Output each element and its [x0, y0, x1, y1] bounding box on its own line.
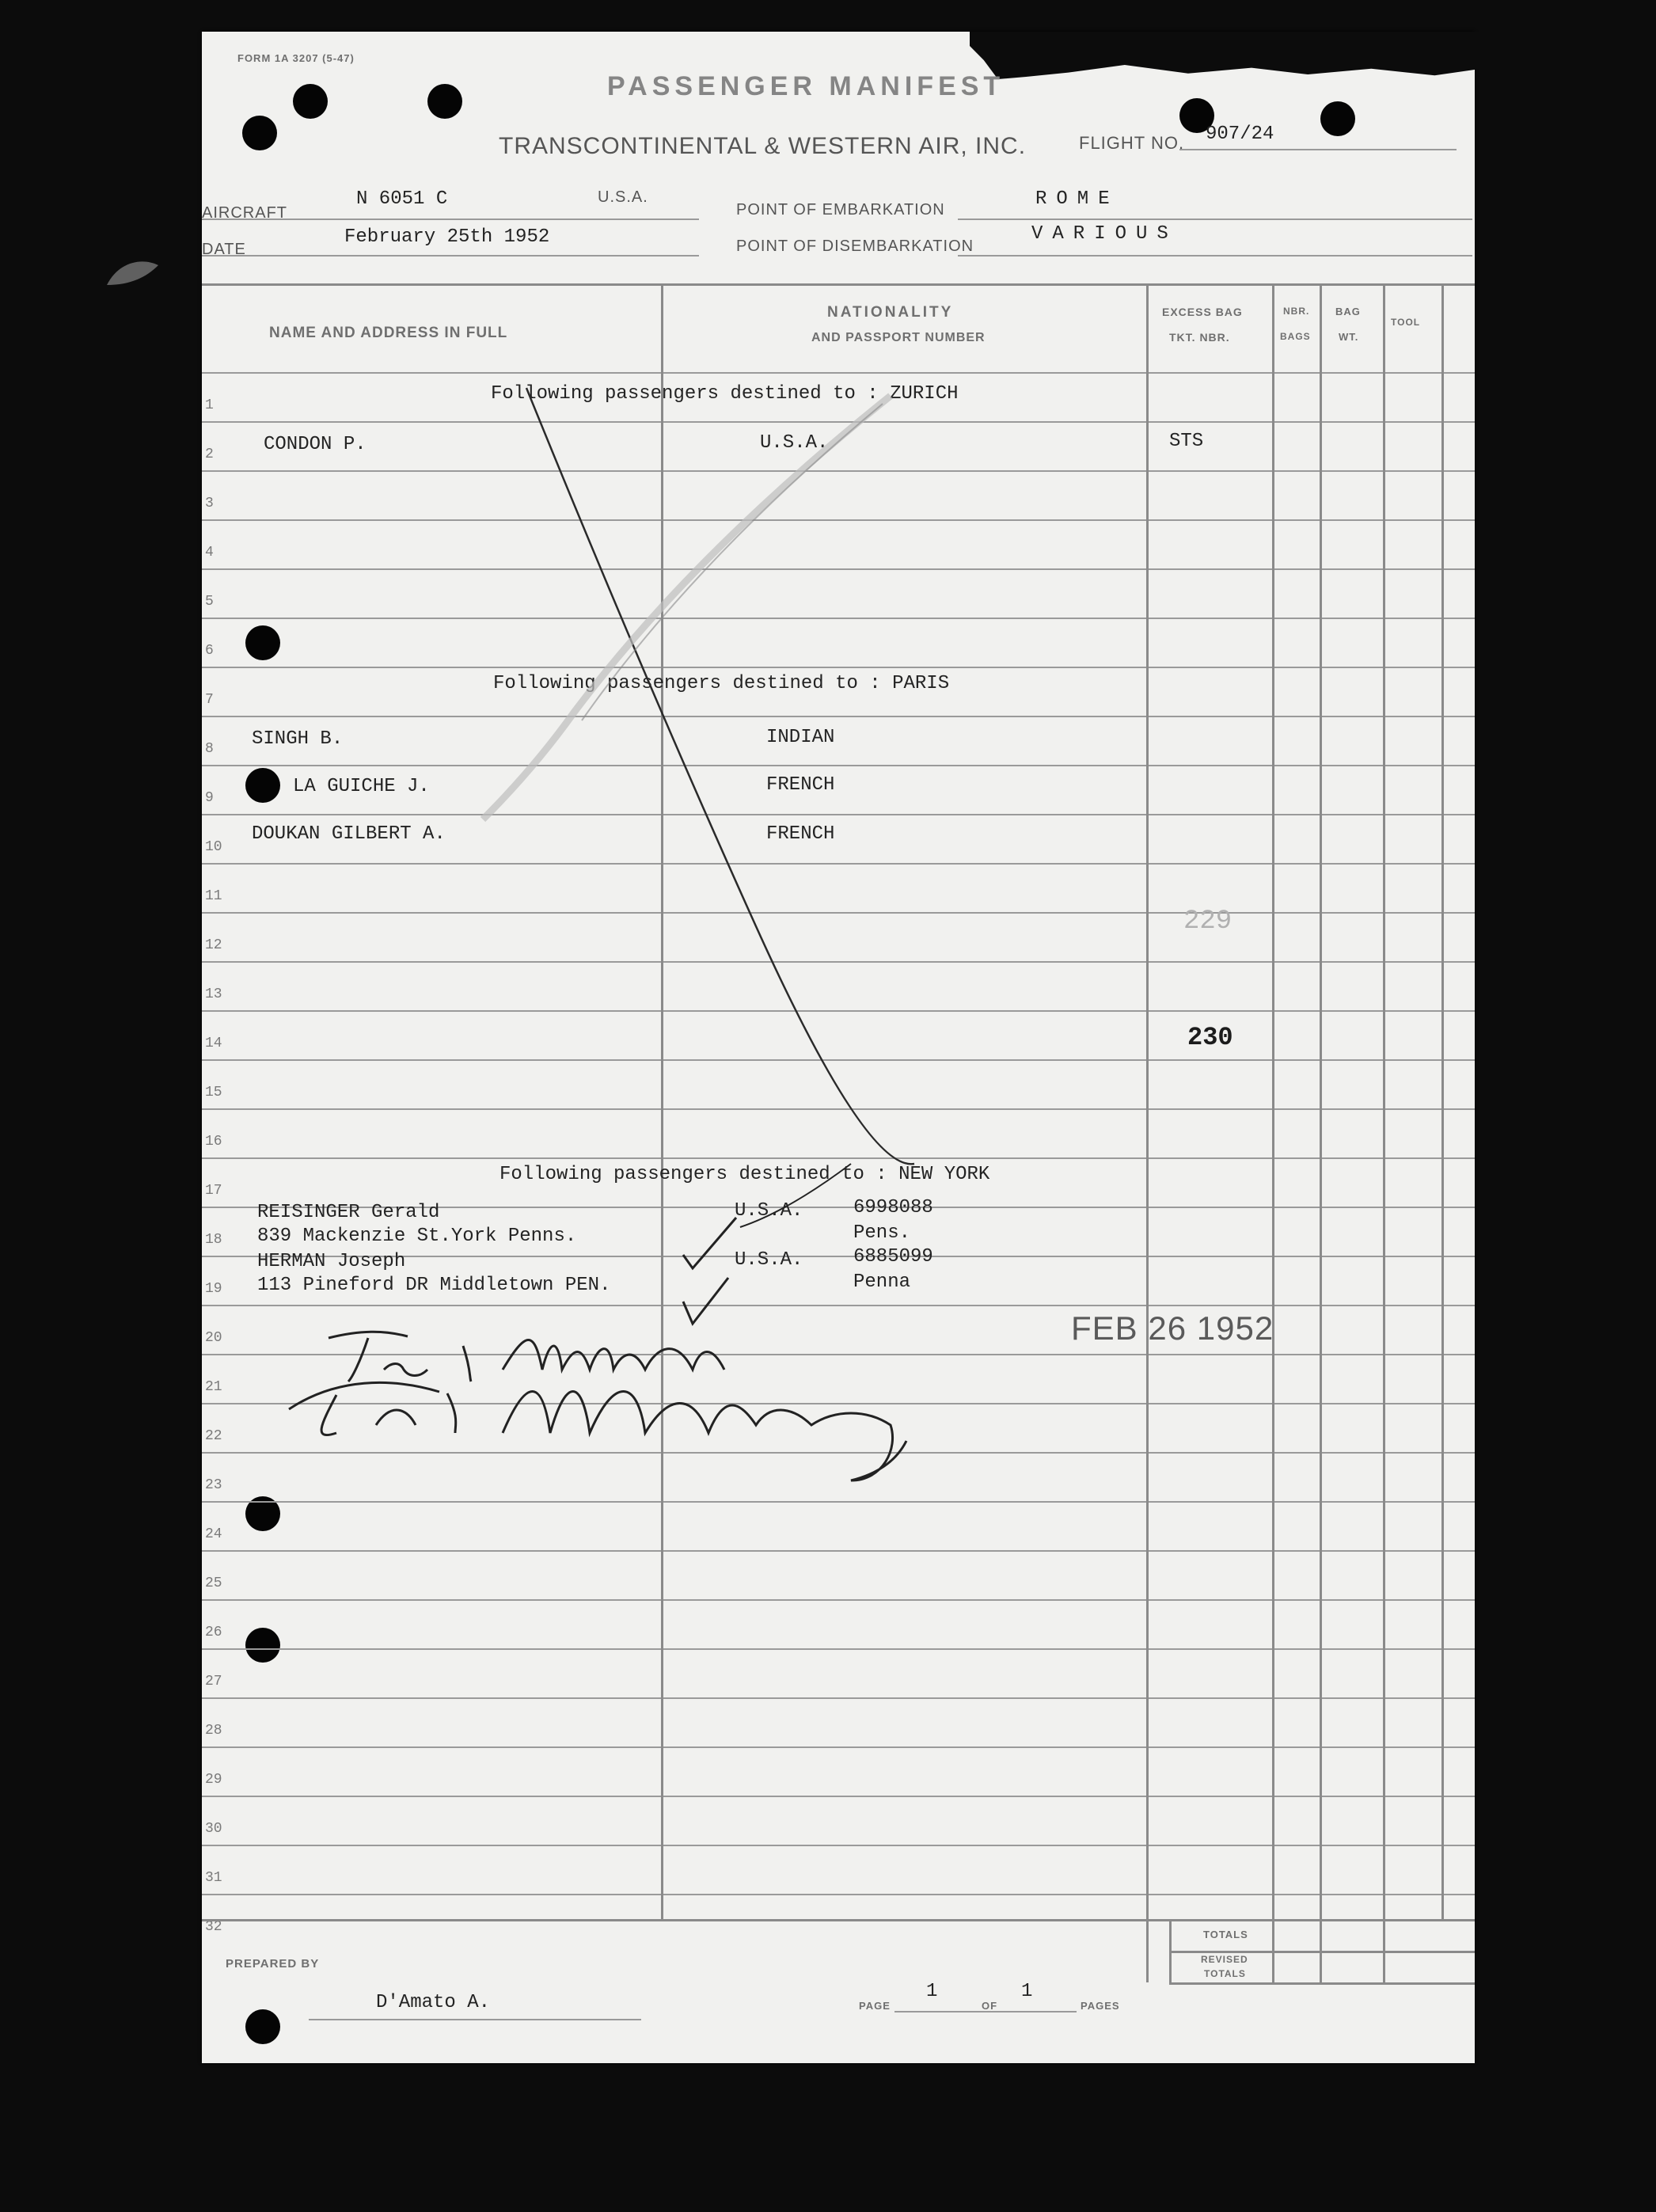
- embark-label: POINT OF EMBARKATION: [736, 201, 945, 219]
- page-label: PAGE: [859, 2000, 891, 2012]
- strike-mark: [740, 1164, 851, 1227]
- row-number: 2: [205, 447, 214, 462]
- row-number: 14: [205, 1036, 222, 1051]
- disembark-value: VARIOUS: [1031, 223, 1178, 245]
- passport-number: 6885099: [853, 1246, 933, 1268]
- row-number: 9: [205, 790, 214, 806]
- row-number: 5: [205, 594, 214, 610]
- col-passport-header: AND PASSPORT NUMBER: [811, 331, 986, 344]
- flight-label: FLIGHT NO.: [1079, 133, 1185, 153]
- newyork-group-header: Following passengers destined to : NEW YORK: [499, 1164, 990, 1185]
- country-label: U.S.A.: [598, 188, 648, 206]
- passenger-name: LA GUICHE J.: [293, 776, 430, 797]
- col-wt-header: WT.: [1339, 331, 1359, 343]
- passenger-name: REISINGER Gerald: [257, 1202, 440, 1223]
- row-number: 1: [205, 397, 214, 413]
- row-number: 25: [205, 1575, 222, 1591]
- revised-totals-label: TOTALS: [1204, 1968, 1246, 1979]
- page-number: 1: [926, 1981, 938, 2002]
- aircraft-label: AIRCRAFT: [202, 204, 287, 222]
- pages-label: PAGES: [1081, 2000, 1120, 2012]
- diagonal-pen-line: [526, 388, 914, 1164]
- handwritten-signature: [329, 1332, 724, 1382]
- disembark-label: POINT OF DISEMBARKATION: [736, 238, 974, 255]
- date-value: February 25th 1952: [344, 226, 550, 248]
- row-number: 22: [205, 1428, 222, 1444]
- paris-group-header: Following passengers destined to : PARIS: [493, 673, 950, 694]
- handwritten-signature: [289, 1382, 906, 1480]
- page-title: PASSENGER MANIFEST: [607, 71, 1005, 101]
- row-number: 29: [205, 1772, 222, 1788]
- row-number: 12: [205, 937, 222, 953]
- row-number: 24: [205, 1526, 222, 1542]
- crease-mark: [483, 396, 891, 819]
- date-label: DATE: [202, 241, 246, 258]
- row-number: 20: [205, 1330, 222, 1346]
- passport-state: Pens.: [853, 1222, 911, 1244]
- passenger-nationality: U.S.A.: [735, 1200, 803, 1222]
- row-number: 3: [205, 496, 214, 511]
- passenger-nationality: FRENCH: [766, 774, 835, 796]
- row-number: 26: [205, 1625, 222, 1640]
- prepared-by: D'Amato A.: [376, 1992, 491, 2013]
- check-mark: [683, 1218, 736, 1268]
- airline-name: TRANSCONTINENTAL & WESTERN AIR, INC.: [499, 133, 1027, 159]
- row-number: 7: [205, 692, 214, 708]
- passenger-name: SINGH B.: [252, 728, 344, 750]
- embark-value: ROME: [1035, 188, 1119, 210]
- passenger-name: HERMAN Joseph: [257, 1251, 406, 1272]
- page-total: 1: [1021, 1981, 1033, 2002]
- row-number: 17: [205, 1183, 222, 1199]
- col-ticket-header: TKT. NBR.: [1169, 331, 1230, 344]
- totals-label: TOTALS: [1203, 1929, 1248, 1940]
- bold-number: 230: [1187, 1023, 1233, 1052]
- row-number: 27: [205, 1674, 222, 1689]
- col-nbr-header: NBR.: [1283, 306, 1310, 317]
- row-number: 8: [205, 741, 214, 757]
- row-number: 31: [205, 1870, 222, 1886]
- passenger-name: DOUKAN GILBERT A.: [252, 823, 446, 845]
- zurich-group-header: Following passengers destined to : ZURICH: [491, 383, 959, 405]
- passenger-nationality: U.S.A.: [760, 432, 829, 454]
- row-number: 6: [205, 643, 214, 659]
- passenger-nationality: U.S.A.: [735, 1249, 803, 1271]
- col-excess-header: EXCESS BAG: [1162, 306, 1243, 318]
- row-number: 16: [205, 1134, 222, 1150]
- col-nationality-header: NATIONALITY: [827, 304, 954, 321]
- row-number: 23: [205, 1477, 222, 1493]
- row-number: 15: [205, 1085, 222, 1100]
- faint-number: 229: [1183, 906, 1233, 937]
- row-number: 30: [205, 1821, 222, 1837]
- passenger-nationality: FRENCH: [766, 823, 835, 845]
- check-mark: [683, 1278, 728, 1324]
- passenger-address: 839 Mackenzie St.York Penns.: [257, 1226, 577, 1247]
- passenger-nationality: INDIAN: [766, 727, 835, 748]
- passport-state: Penna: [853, 1271, 911, 1293]
- excess-ticket: STS: [1169, 431, 1204, 452]
- flight-number: 907/24: [1206, 124, 1274, 145]
- col-name-header: NAME AND ADDRESS IN FULL: [269, 325, 508, 341]
- crease-mark: [582, 404, 883, 720]
- row-number: 19: [205, 1281, 222, 1297]
- row-number: 32: [205, 1919, 222, 1935]
- row-number: 18: [205, 1232, 222, 1248]
- row-number: 10: [205, 839, 222, 855]
- row-number: 28: [205, 1723, 222, 1739]
- date-stamp: FEB 26 1952: [1071, 1309, 1274, 1347]
- form-number: FORM 1A 3207 (5-47): [237, 52, 355, 64]
- passenger-address: 113 Pineford DR Middletown PEN.: [257, 1275, 611, 1296]
- aircraft-value: N 6051 C: [356, 188, 448, 210]
- row-number: 13: [205, 986, 222, 1002]
- col-bag-header: BAG: [1335, 306, 1361, 317]
- prepared-label: PREPARED BY: [226, 1957, 320, 1971]
- passenger-name: CONDON P.: [264, 434, 367, 455]
- col-bags-header: BAGS: [1280, 331, 1311, 342]
- passport-number: 6998088: [853, 1197, 933, 1218]
- row-number: 11: [205, 888, 222, 904]
- scratch-mark: [103, 253, 166, 293]
- col-tool-header: TOOL: [1391, 317, 1421, 328]
- row-number: 4: [205, 545, 214, 561]
- row-number: 21: [205, 1379, 222, 1395]
- handwriting-layer: [202, 32, 1475, 2063]
- revised-label: REVISED: [1201, 1954, 1248, 1965]
- of-label: OF: [982, 2000, 998, 2012]
- manifest-sheet: [202, 32, 1475, 2063]
